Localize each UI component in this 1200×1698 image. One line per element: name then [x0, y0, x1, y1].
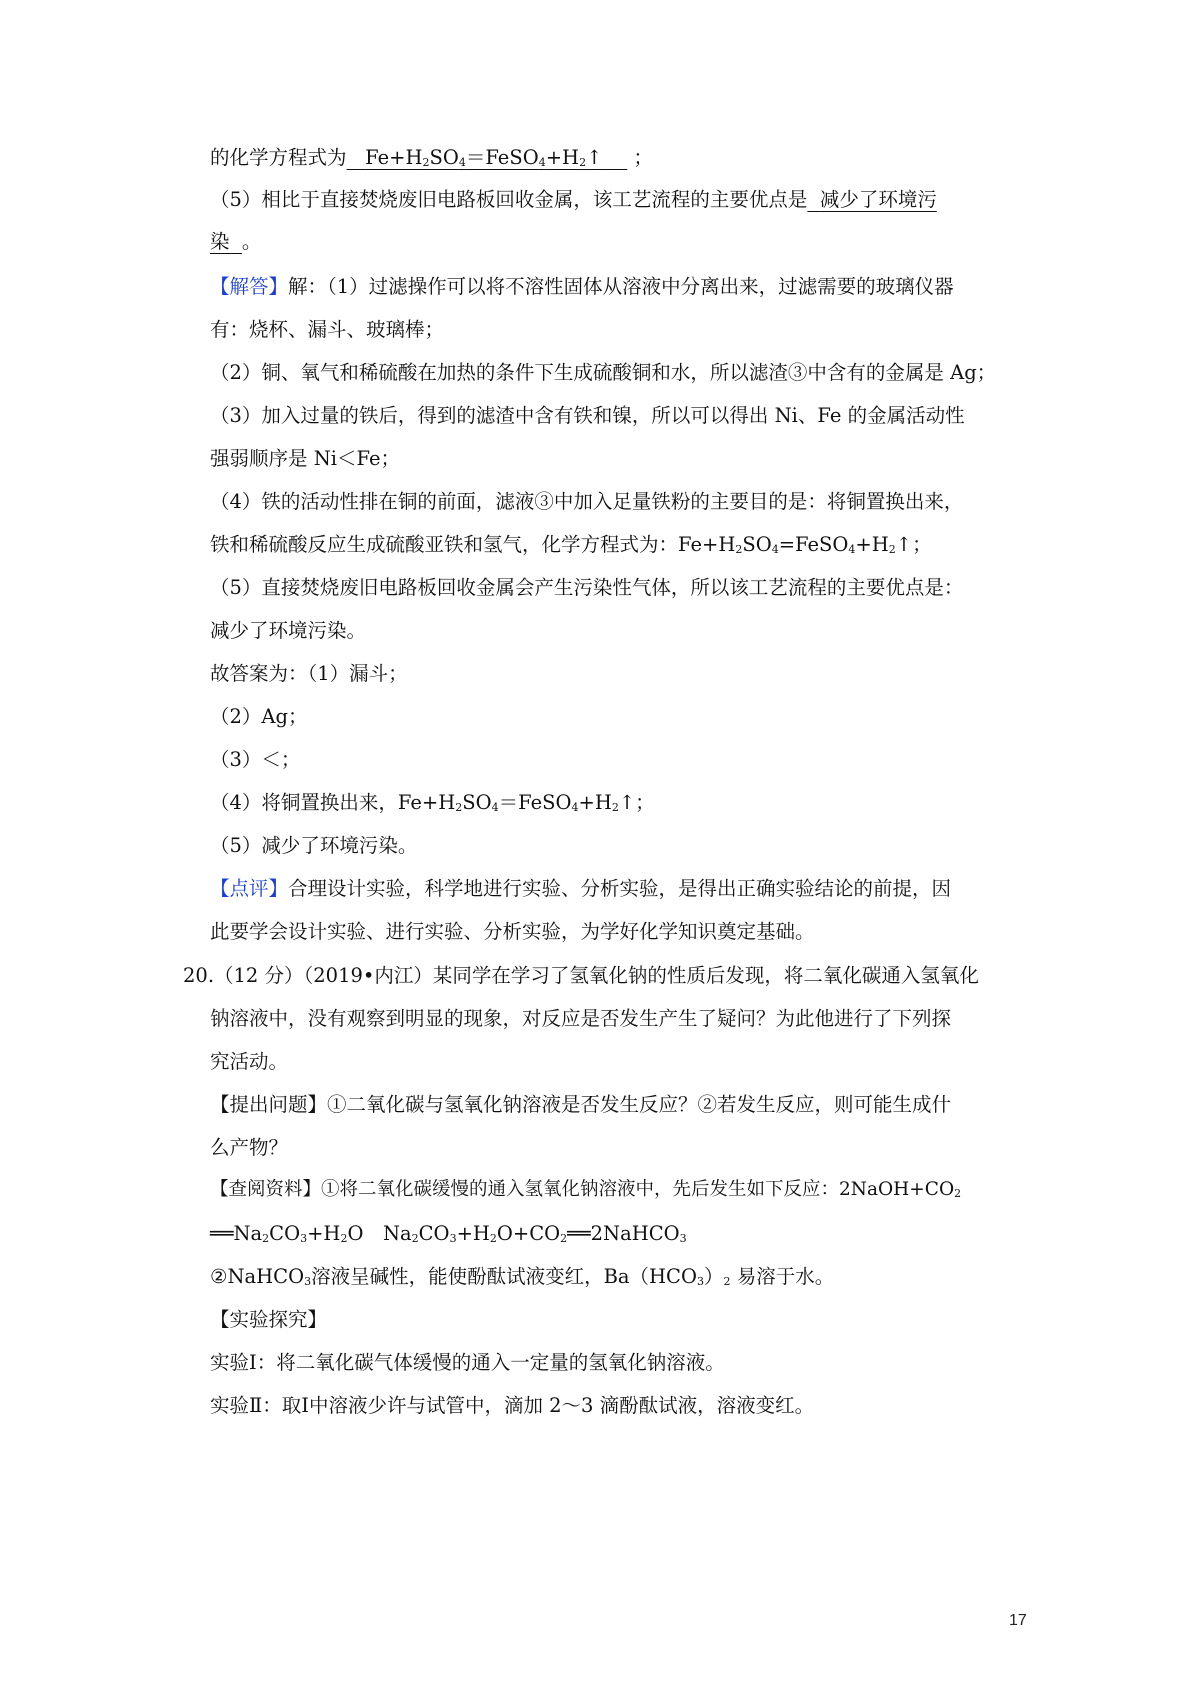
answer-tag: 【解答】 [210, 275, 289, 298]
text-line: 究活动。 [210, 1050, 289, 1073]
text-line: （5）直接焚烧废旧电路板回收金属会产生污染性气体，所以该工艺流程的主要优点是： [210, 576, 964, 599]
answer-blank: $Fe+H_2SO_4=FeSO_4+H_2↑$ [365, 146, 603, 169]
question-20-line: 20.（12 分）（2019•内江）某同学在学习了氢氧化钠的性质后发现，将二氧化碳通入氢氧化 [183, 964, 979, 987]
text-line: 减少了环境污染。 [210, 619, 367, 642]
text-line: 钠溶液中，没有观察到明显的现象，对反应是否发生产生了疑问？为此他进行了下列探 [210, 1007, 952, 1030]
text-line: （5）相比于直接焚烧废旧电路板回收金属，该工艺流程的主要优点是 减少了环境污 [210, 188, 937, 211]
text-line: 【解答】解：（1）过滤操作可以将不溶性固体从溶液中分离出来，过滤需要的玻璃仪器 [210, 275, 954, 298]
text-line: （4）铁的活动性排在铜的前面，滤液③中加入足量铁粉的主要目的是：将铜置换出来， [210, 490, 964, 513]
text: 的化学方程式为 [210, 146, 347, 169]
text-line: ②NaHCO$_3$溶液呈碱性，能使酚酞试液变红，$Ba(HCO_3)_2$ 易溶于水。 [210, 1265, 835, 1288]
text-line: （4）将铜置换出来，$Fe+H_2SO_4=FeSO_4+H_2↑$； [210, 791, 655, 814]
text-line: 有：烧杯、漏斗、玻璃棒； [210, 318, 445, 341]
text-line: 么产物？ [210, 1136, 289, 1159]
equation-line: $══Na_2CO_3+H_2O$ $Na_2CO_3+H_2O+CO_2══2NaHCO_3$ [210, 1222, 687, 1245]
text-line: 实验Ⅱ：取Ⅰ中溶液少许与试管中，滴加 2～3 滴酚酞试液，溶液变红。 [210, 1394, 815, 1417]
text-line: （5）减少了环境污染。 [210, 834, 418, 857]
text-line: 实验Ⅰ：将二氧化碳气体缓慢的通入一定量的氢氧化钠溶液。 [210, 1351, 725, 1374]
answer-blank: 减少了环境污 [819, 188, 937, 211]
text-line: 铁和稀硫酸反应生成硫酸亚铁和氢气，化学方程式为：$Fe+H_2SO_4=FeSO_4+H_2↑$； [210, 533, 932, 556]
text-line: 强弱顺序是 Ni＜Fe； [210, 447, 401, 470]
text-line: 染 。 [210, 230, 262, 253]
page-number: 17 [1009, 1612, 1027, 1629]
text-line: （3）加入过量的铁后，得到的滤渣中含有铁和镍，所以可以得出 Ni、Fe 的金属活动性 [210, 404, 965, 427]
text-line: 【实验探究】 [210, 1308, 328, 1331]
answer-blank: 染 [210, 230, 230, 253]
text-line: 【查阅资料】①将二氧化碳缓慢的通入氢氧化钠溶液中，先后发生如下反应：$2NaOH+CO_2$ [210, 1179, 962, 1200]
text-line: （2）铜、氧气和稀硫酸在加热的条件下生成硫酸铜和水，所以滤渣③中含有的金属是 Ag； [210, 361, 997, 384]
text-line: 【提出问题】①二氧化碳与氢氧化钠溶液是否发生反应？②若发生反应，则可能生成什 [210, 1093, 952, 1116]
text-line: 的化学方程式为 $Fe+H_2SO_4=FeSO_4+H_2↑$ ； [210, 146, 653, 169]
text-line: 此要学会设计实验、进行实验、分析实验，为学好化学知识奠定基础。 [210, 920, 815, 943]
comment-tag: 【点评】 [210, 877, 289, 900]
text-line: （3）＜； [210, 748, 301, 771]
text-line: （2）Ag； [210, 705, 308, 728]
text-line: 故答案为：（1）漏斗； [210, 662, 408, 685]
text-line: 【点评】合理设计实验，科学地进行实验、分析实验，是得出正确实验结论的前提，因 [210, 877, 952, 900]
